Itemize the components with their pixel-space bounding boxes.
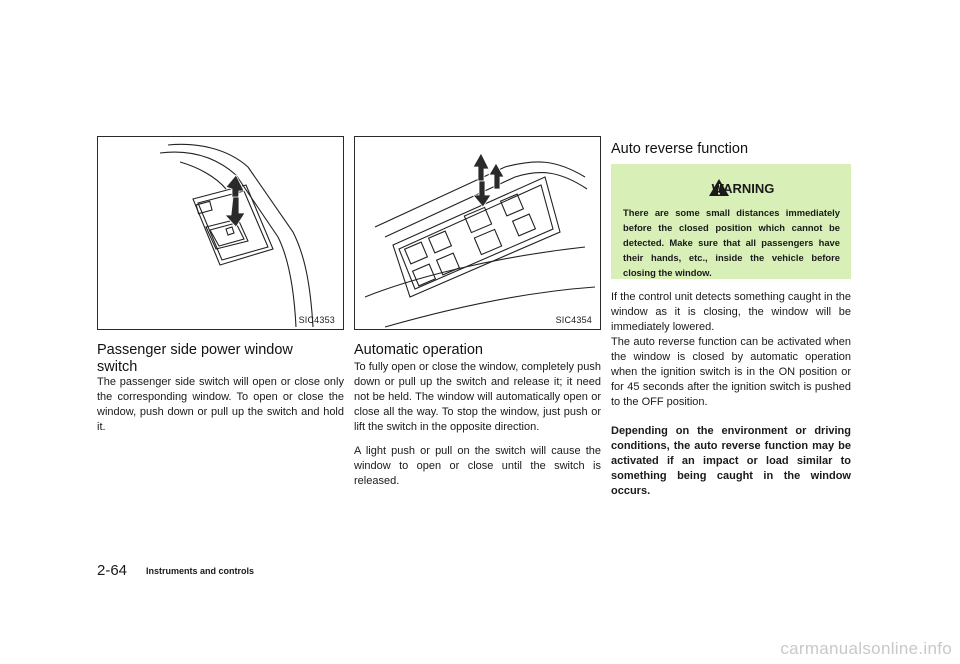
paragraph: The passenger side switch will open or close only the corresponding window. To open or close the window, push down or pull up the switch and hold it.	[97, 376, 344, 433]
paragraph: If the control unit detects something caught in the window as it is closing, the window will be immediately lowered.	[611, 291, 851, 333]
paragraph-emphasis: Depending on the environment or driving conditions, the auto reverse function may be activated if an impact or load similar to something being caught in the window occurs.	[611, 425, 851, 497]
paragraph: A light push or pull on the switch will cause the window to open or close until the switch is released.	[354, 445, 601, 487]
section-heading-automatic-operation: Automatic operation	[354, 342, 483, 358]
watermark: carmanualsonline.info	[780, 639, 952, 658]
section-heading-passenger-switch: Passenger side power window switch	[97, 342, 293, 375]
figure-code: SIC4353	[298, 315, 335, 325]
section-heading-auto-reverse: Auto reverse function	[611, 141, 749, 157]
section-title: Instruments and controls	[146, 566, 255, 576]
figure-driver-switch	[354, 136, 601, 330]
page-number: 2-64	[97, 562, 128, 579]
warning-text: There are some small distances immediately before the closed position which cannot be detected. Make sure that all passengers have their hands, etc., inside the vehicle before closing the window.	[623, 207, 840, 279]
figure-code: SIC4354	[555, 315, 592, 325]
driver-switch-illustration	[355, 137, 601, 330]
warning-box	[611, 164, 851, 279]
paragraph: To fully open or close the window, completely push down or pull up the switch and release it; it need not be held. The window will automatically open or close all the way. To stop the window, just push or lift the switch in the opposite direction.	[354, 361, 601, 433]
warning-title: WARNING	[711, 181, 775, 196]
figure-passenger-switch	[97, 136, 344, 330]
paragraph: The auto reverse function can be activated when the window is closed by automatic operation when the ignition switch is in the ON position or for 45 seconds after the ignition switch is pushed to the OFF position.	[611, 336, 851, 408]
passenger-switch-illustration	[98, 137, 344, 330]
